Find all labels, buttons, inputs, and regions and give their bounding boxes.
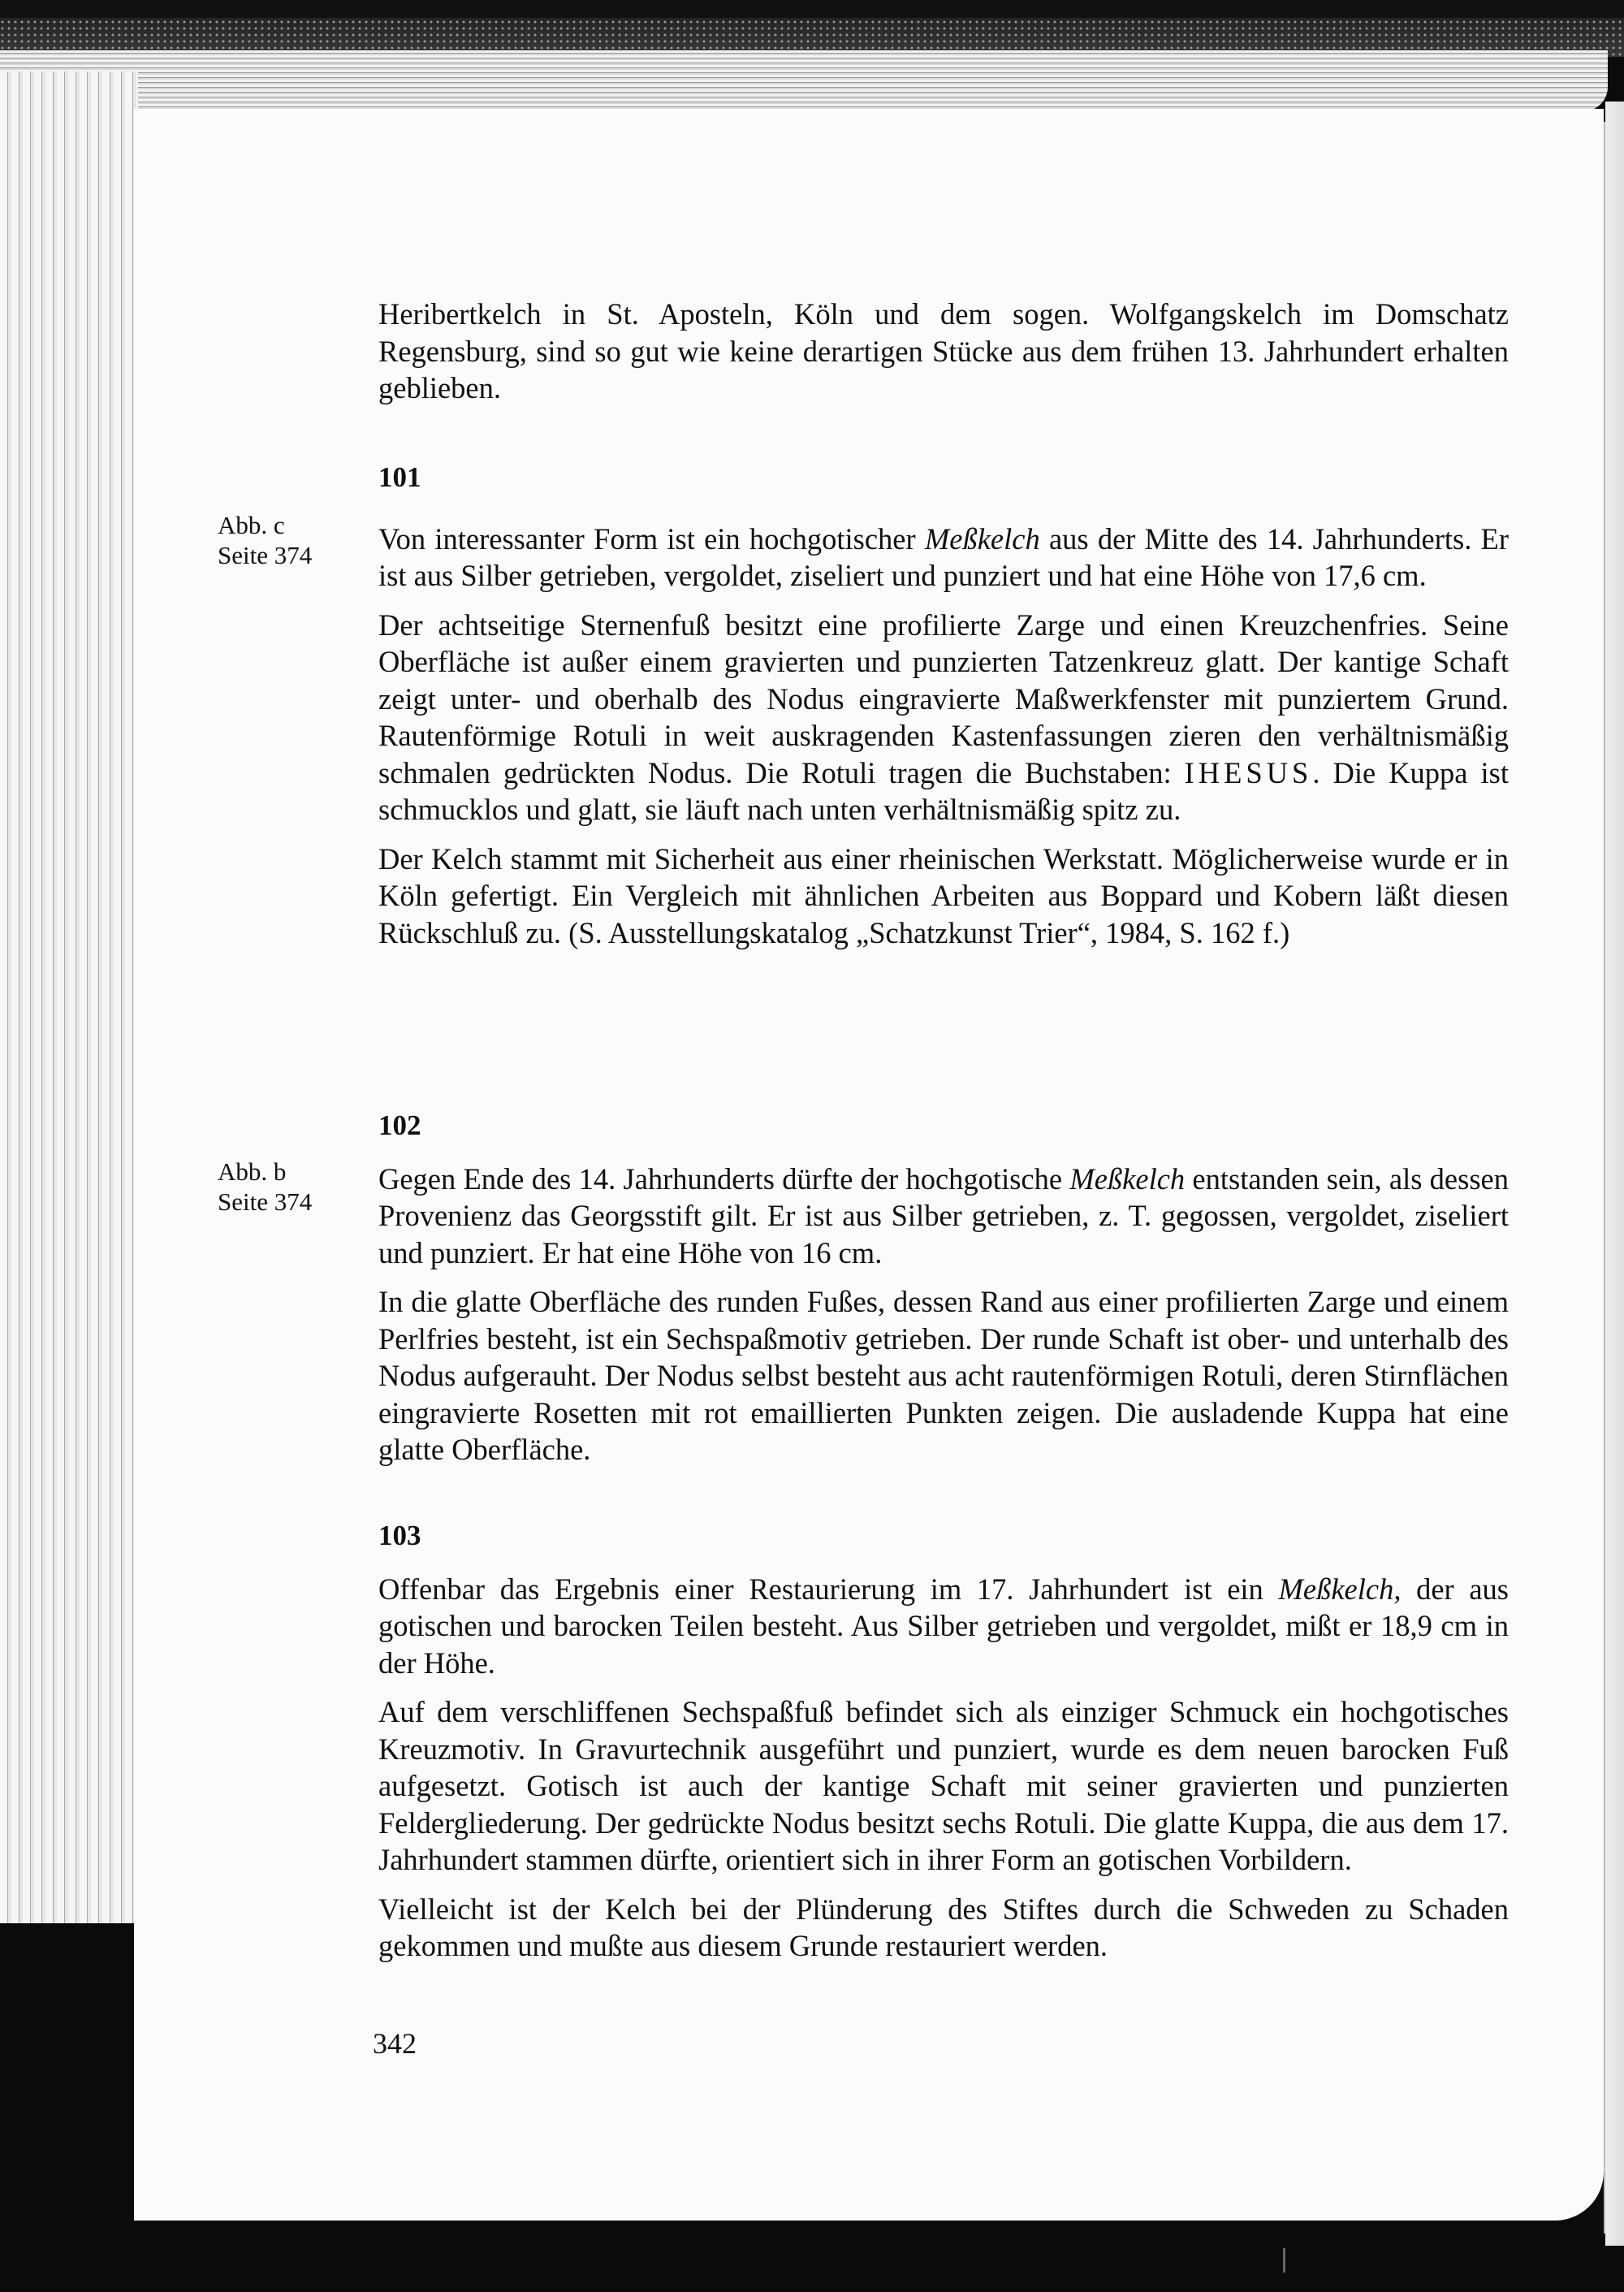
entry-paragraph <box>378 607 1509 828</box>
page-stack-shadow <box>0 2160 138 2217</box>
entry-paragraph <box>378 521 1509 595</box>
italic-term: Meßkelch <box>924 521 1040 556</box>
entry-paragraph: Auf dem verschliffenen Sechspaßfuß befindet sich als einziger Schmuck ein hochgotisches Kreuzmotiv. In Gravurtechnik ausgeführt und punziert, wurde es dem neuen barocken Fuß aufgesetzt. Gotisch ist auch der kantige Schaft mit seiner gravierten und punzierten Feldergliederung. Der gedrückte Nodus besitzt sechs Rotuli. Die glatte Kuppa, die aus dem 17. Jahrhundert stammen dürfte, orientiert sich in ihrer Form an gotischen Vorbildern. <box>378 1695 1509 1876</box>
entry-number: 102 <box>378 1109 421 1141</box>
intro-paragraph: Heribertkelch in St. Aposteln, Köln und dem sogen. Wolfgangskelch im Domschatz Regensburg, sind so gut wie keine derartigen Stücke aus dem frühen 13. Jahrhundert erhalten geblieben. <box>378 297 1509 404</box>
stacked-page-edges-top <box>0 50 1608 111</box>
entry-103 <box>378 1517 1509 1977</box>
italic-term: Meßkelch <box>1069 1161 1186 1196</box>
gutter-line <box>1604 122 1605 2234</box>
margin-note-page-ref: Seite 374 <box>218 1187 313 1216</box>
entry-101 <box>378 459 1509 963</box>
text-run: Offenbar das Ergebnis einer Restaurierung im 17. Jahrhundert ist ein <box>378 1572 1279 1606</box>
scan-mark <box>1283 2248 1285 2273</box>
margin-note-101 <box>218 510 312 570</box>
background-dark-top <box>0 0 1624 18</box>
text-run: Von interessanter Form ist ein hochgotischer <box>378 521 925 556</box>
margin-note-figure-ref: Abb. c <box>218 511 285 539</box>
entry-paragraph <box>378 1161 1509 1272</box>
text-run: . Die Kuppa ist schmucklos und glatt, sie läuft nach unten verhältnismäßig spitz zu. <box>378 755 1509 826</box>
entry-paragraph: Vielleicht ist der Kelch bei der Plünderung des Stiftes durch die Schweden zu Schaden gekommen und mußte aus diesem Grunde restauriert werden. <box>378 1892 1509 1962</box>
text-run: entstanden sein, als dessen Provenienz das Georgsstift gilt. Er ist aus Silber getrieben, z. T. gegossen, vergoldet, ziseliert und punziert. Er hat eine Höhe von 16 cm. <box>378 1161 1509 1269</box>
intro-block <box>378 296 1509 419</box>
entry-number: 101 <box>378 461 421 493</box>
margin-note-102 <box>218 1157 312 1217</box>
entry-number: 103 <box>378 1520 421 1551</box>
stacked-page-edges-left <box>0 71 138 1923</box>
italic-term: Meßkelch, <box>1278 1572 1402 1606</box>
text-run: aus der Mitte des 14. Jahrhunderts. Er ist aus Silber getrieben, vergoldet, ziseliert und punziert und hat eine Höhe von 17,6 cm. <box>378 521 1510 592</box>
entry-paragraph: Der Kelch stammt mit Sicherheit aus einer rheinischen Werkstatt. Möglicherweise wurde er in Köln gefertigt. Ein Vergleich mit ähnlichen Arbeiten aus Boppard und Kobern läßt diesen Rückschluß zu. (S. Ausstellungskatalog „Schatzkunst Trier“, 1984, S. 162 f.) <box>378 841 1509 949</box>
entry-paragraph: In die glatte Oberfläche des runden Fußes, dessen Rand aus einer profilierten Zarge und einem Perlfries besteht, ist ein Sechspaßmotiv getrieben. Der runde Schaft ist ober- und unterhalb des Nodus aufgerauht. Der Nodus selbst besteht aus acht rautenförmigen Rotuli, deren Stirnflächen eingravierte Rosetten mit rot emaillierten Punkten zeigen. Die ausladende Kuppa hat eine glatte Oberfläche. <box>378 1285 1509 1466</box>
entry-102 <box>378 1107 1509 1481</box>
spaced-inscription: IHESUS <box>1184 755 1313 789</box>
margin-note-page-ref: Seite 374 <box>218 541 313 569</box>
text-run: der aus gotischen und barocken Teilen besteht. Aus Silber getrieben und vergoldet, mißt er 18,9 cm in der Höhe. <box>378 1572 1509 1680</box>
facing-page-edge <box>1605 102 1624 2246</box>
text-run: Der achtseitige Sternenfuß besitzt eine profilierte Zarge und einen Kreuzchenfries. Seine Oberfläche ist außer einem gravierten und punzierten Tatzenkreuz glatt. Der kantige Schaft zeigt unter- und oberhalb des Nodus eingravierte Maßwerkfenster mit punziertem Grund. Rautenförmige Rotuli in weit auskragenden Kastenfassungen zieren den verhältnismäßig schmalen gedrückten Nodus. Die Rotuli tragen die Buchstaben: <box>378 608 1509 789</box>
entry-paragraph <box>378 1571 1509 1682</box>
text-run: Gegen Ende des 14. Jahrhunderts dürfte der hochgotische <box>378 1161 1070 1196</box>
page-number: 342 <box>373 2027 417 2060</box>
margin-note-figure-ref: Abb. b <box>218 1157 287 1186</box>
